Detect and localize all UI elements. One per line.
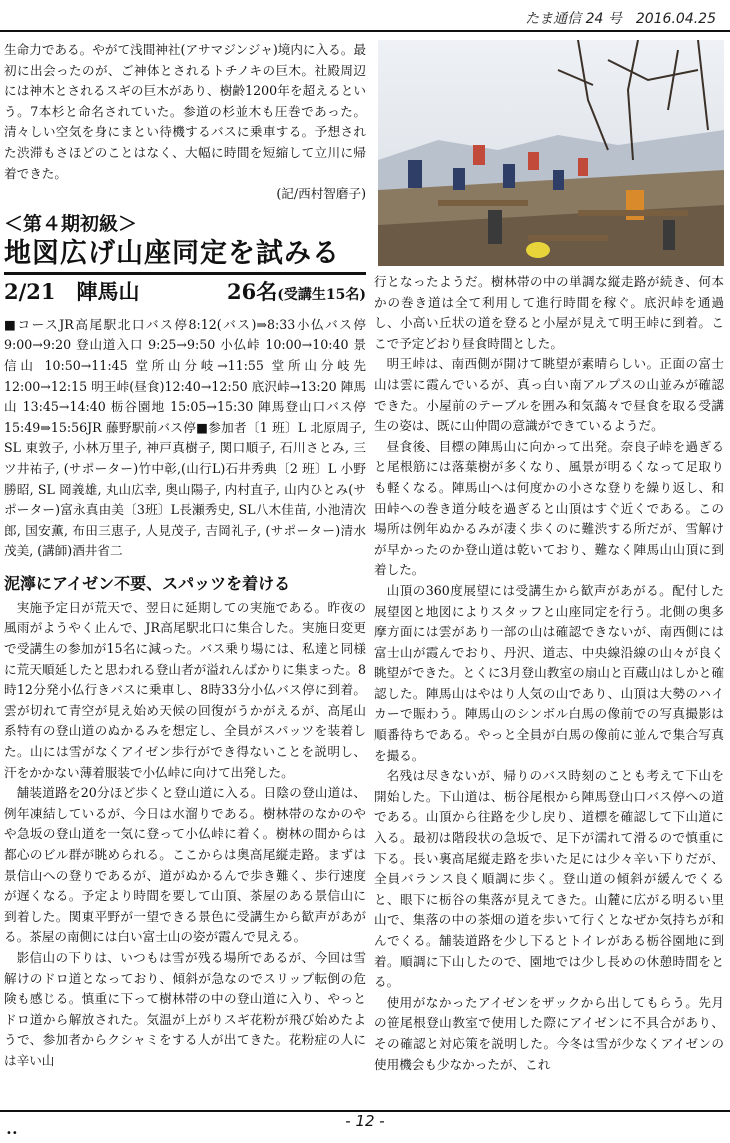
signature: (記/西村智磨子): [276, 186, 366, 202]
right-paragraph-1: 行となったようだ。樹林帯の中の単調な縦走路が続き、何本かの巻き道は全て利用して進行時間を稼ぐ。底沢峠を通過し、小高い丘状の道を登ると小屋が見えて明王峠に到着。ここで予定どおり昼食時間とした。: [374, 274, 724, 351]
left-column: [4, 40, 366, 1072]
issue-header: たま通信 24 号 2016.04.25: [525, 11, 716, 27]
intro-paragraph: 生命力である。やがて浅間神社(アサマジンジャ)境内に入る。最初に出会ったのが、ご神体とされるトチノキの巨木。社殿周辺には神木とされるスギの巨木があり、樹齢1200年を超えるという。7本杉と命名されていた。参道の杉並木も圧巻であった。清々しい空気を身にまとい待機するバスに乗車する。予想された渋滞もさほどのことはなく、大幅に時間を短縮して立川に帰着できた。: [4, 42, 366, 181]
right-column: [374, 272, 724, 1075]
date-line: [4, 278, 366, 309]
right-paragraph-2: 明王峠は、南西側が開けて眺望が素晴らしい。正面の富士山は雲に霞んでいるが、真っ白い南アルプスの山並みが確認できた。小屋前のテーブルを囲み和気藹々で昼食を取る受講生の姿は、既に山仲間の意識ができているようだ。: [374, 356, 724, 434]
right-paragraph-3: 昼食後、目標の陣馬山に向かって出発。奈良子峠を過ぎると尾根筋には落葉樹が多くなり、風景が明るくなって足取りも軽くなる。陣馬山へは何度かの小さな登りを繰り返し、和田峠への巻き道分岐を過ぎると山頂はすぐ近くである。この場所は例年ぬかるみが凄く歩くのに難渋する所だが、雪解けが早かったのか登山道は乾いており、難なく陣馬山山頂に到着した。: [374, 438, 725, 578]
category-heading: ＜第４期初級＞: [4, 212, 138, 235]
count-note: (受講生15名): [277, 286, 366, 303]
date-place: 2/21 陣馬山: [4, 278, 140, 304]
right-paragraph-5: 名残は尽きないが、帰りのバス時刻のことも考えて下山を開始した。下山道は、栃谷尾根から陣馬登山口バス停への道である。山頂から往路を少し戻り、道標を確認して下山道に入る。最初は階段状の急坂で、足下が濡れて滑るので慎重に下る。長い裏高尾縦走路を歩いた足には少々辛い下りだが、全員バランス良く順調に歩く。登山道の傾斜が緩んでくると、眼下に栃谷の集落が見えてきた。山麓に広がる明るい里山で、集落の中の茶畑の道を歩いて行くとなぜか気持ちが和んでくる。舗装道路を少し下るとトイレがある栃谷園地に到着。順調に下山したので、園地では少し長めの休憩時間をとる。: [374, 768, 725, 990]
course-info: ■コースJR高尾駅北口バス停8:12(バス)⇒8:33小仏バス停 9:00→9:20 登山道入口 9:25→9:50 小仏峠 10:00→10:40 景信山 10:50→11:45 堂所山分岐→11:55 堂所山分岐先 12:00→12:15 明王峠(昼食)12:40→12:50 底沢峠→13:20 陣馬山 13:45→14:40 栃谷園地 15:05→15:30 陣馬登山口バス停 15:49⇒15:56JR 藤野駅前バス停■参加者〔1 班〕L 北原周子, SL 東敦子, 小林万里子, 神戸真樹子, 関口順子, 石川さとみ, 三ツ井祐子, (サポーター)竹中彰,(山行L)石井秀典〔2 班〕L 小野勝昭, SL 岡義雄, 丸山広幸, 奥山陽子, 内村直子, 山内ひとみ(サポーター)富永真由美〔3班〕L長瀬秀史, SL八木佳苗, 小池清次郎, 国安薫, 布田三恵子, 人見茂子, 吉岡礼子, (サポーター)清水茂美, (講師)酒井省二: [4, 316, 366, 559]
participant-count: [227, 278, 366, 309]
right-paragraph-4: 山頂の360度展望には受講生から歓声があがる。配付した展望図と地図によりスタッフと山座同定を行う。北側の奥多摩方面には雲があり一部の山は確認できないが、南西側には富士山が霞んでおり、丹沢、道志、中央線沿線の山々が良く眺望ができた。とくに3月登山教室の扇山と百蔵山はしかと確認した。陣馬山はやはり人気の山であり、山頂は大勢のハイカーで賑わう。陣馬山のシンボル白馬の像前での写真撮影は順番待ちである。やっと全員が白馬の像前に並んで集合写真を撮る。: [374, 582, 725, 763]
photo-illustration: [378, 40, 724, 266]
footer-marker: ••: [6, 1128, 18, 1139]
left-paragraph-1: 実施予定日が荒天で、翌日に延期しての実施である。昨夜の風雨がようやく止んで、JR高尾駅北口に集合した。実施日変更で受講生の参加が15名に減った。バス乗り場には、私達と同様に荒天順延したと思われる登山者が溢れんばかりに集まった。8時12分発小仏行きバスに乗車し、8時33分小仏バス停に到着。雲が切れて青空が見え始め天候の回復がうかがえるが、高尾山系特有の登山道のぬかるみを想定し、全員がスパッツを装着した。山には雪がなくアイゼン歩行ができ得ないことを説明し、汗をかかない薄着服装で小仏峠に向けて出発した。: [4, 599, 366, 780]
title-rule: [4, 272, 366, 275]
left-paragraph-3: 影信山の下りは、いつもは雪が残る場所であるが、今回は雪解けのドロ道となっており、傾斜が急なのでスリップ転倒の危険も感じる。慎重に下って樹林帯の中の登山道に入り、やっとドロ道から解放された。気温が上がりスギ花粉が飛び始めたようで、参加者からクシャミをする人が出てきた。花粉症の人には辛い山: [4, 949, 367, 1068]
group-photo: [378, 40, 724, 266]
subheading: 泥濘にアイゼン不要、スパッツを着ける: [4, 573, 291, 593]
right-paragraph-6: 使用がなかったアイゼンをザックから出してもらう。先月の笹尾根登山教室で使用した際にアイゼンに不具合があり、その確認と対応策を説明した。今冬は雪が少なくアイゼンの使用機会も少なかったが、これ: [374, 994, 724, 1072]
page-number: - 12 -: [345, 1112, 385, 1130]
count-main: 26名: [227, 278, 278, 304]
article-title: 地図広げ山座同定を試みる: [4, 237, 340, 269]
header-rule: [0, 30, 730, 32]
left-paragraph-2: 舗装道路を20分ほど歩くと登山道に入る。日陰の登山道は、例年凍結しているが、今日は水溜りである。樹林帯のなかのやや急坂の登山道を一気に登って小仏峠に着く。樹林の間からは都心のビル群が眺められる。ここからは奥高尾縦走路。まずは景信山への登りであるが、道がぬかるんで歩き難く、歩行速度が遅くなる。予定より時間を要して山頂、茶屋のある景信山に到着した。関東平野が一望できる景色に受講生から歓声があがる。茶屋の南側には白い富士山の姿が霞んで見える。: [4, 785, 366, 945]
